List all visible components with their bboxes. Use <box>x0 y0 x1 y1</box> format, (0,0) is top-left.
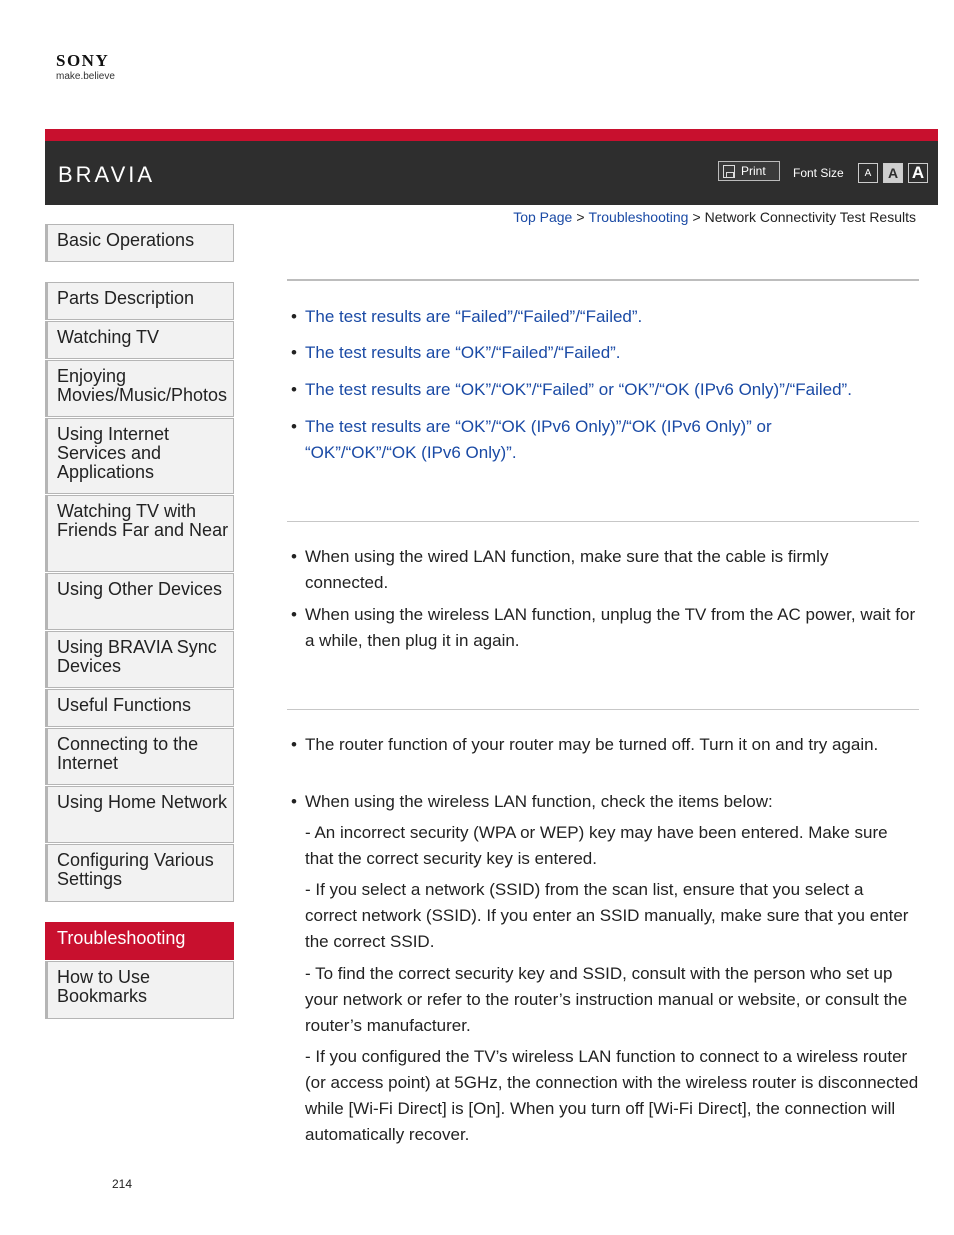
sidebar-item-home-network[interactable]: Using Home Network <box>45 786 234 843</box>
divider <box>287 521 919 522</box>
bullet-icon: • <box>291 605 297 624</box>
result-link-4[interactable]: The test results are “OK”/“OK (IPv6 Only)”/“OK (IPv6 Only)” or “OK”/“OK”/“OK (IPv6 Only)”. <box>305 417 772 462</box>
sony-tagline: make.believe <box>56 71 115 82</box>
sidebar-item-bookmarks[interactable]: How to Use Bookmarks <box>45 961 234 1019</box>
print-label: Print <box>741 164 766 178</box>
divider <box>287 279 919 281</box>
sidebar-item-troubleshooting[interactable]: Troubleshooting <box>45 922 234 960</box>
sony-wordmark: SONY <box>56 51 110 70</box>
sidebar-item-connecting-internet[interactable]: Connecting to the Internet <box>45 728 234 785</box>
printer-icon <box>723 165 735 178</box>
breadcrumb-top-page[interactable]: Top Page <box>513 209 573 225</box>
bullet-icon: • <box>291 792 297 811</box>
sidebar-item-watching-tv[interactable]: Watching TV <box>45 321 234 359</box>
sidebar-item-internet-services[interactable]: Using Internet Services and Applications <box>45 418 234 494</box>
bullet-icon: • <box>291 547 297 566</box>
font-size-small-button[interactable]: A <box>858 163 878 183</box>
breadcrumb <box>513 209 916 225</box>
check-item-security-key: - An incorrect security (WPA or WEP) key may have been entered. Make sure that the correct security key is entered. <box>305 823 888 868</box>
sidebar-item-useful-functions[interactable]: Useful Functions <box>45 689 234 727</box>
header-bar <box>45 129 938 205</box>
check-item-ssid: - If you select a network (SSID) from the scan list, ensure that you select a correct network (SSID). If you enter an SSID manually, make sure that you enter the correct SSID. <box>305 880 909 951</box>
breadcrumb-separator: > <box>576 209 585 225</box>
tip-wireless-lan-unplug: When using the wireless LAN function, unplug the TV from the AC power, wait for a while, then plug it in again. <box>305 605 916 650</box>
result-link-2[interactable]: The test results are “OK”/“Failed”/“Failed”. <box>305 343 621 362</box>
page-number: 214 <box>112 1177 133 1191</box>
sidebar-item-bravia-sync[interactable]: Using BRAVIA Sync Devices <box>45 631 234 688</box>
check-item-consult: - To find the correct security key and SSID, consult with the person who set up your network or refer to the router’s instruction manual or website, or consult the router’s manufacturer. <box>305 964 908 1035</box>
breadcrumb-current: Network Connectivity Test Results <box>704 209 916 225</box>
tip-router-function: The router function of your router may be turned off. Turn it on and try again. <box>305 735 879 754</box>
bullet-icon: • <box>291 307 297 326</box>
sidebar-item-watching-tv-friends[interactable]: Watching TV with Friends Far and Near <box>45 495 234 572</box>
sidebar-item-other-devices[interactable]: Using Other Devices <box>45 573 234 630</box>
bullet-icon: • <box>291 380 297 399</box>
sidebar-item-basic-operations[interactable]: Basic Operations <box>45 224 234 262</box>
tip-wireless-check: When using the wireless LAN function, check the items below: <box>305 792 773 811</box>
breadcrumb-troubleshooting[interactable]: Troubleshooting <box>588 209 689 225</box>
bullet-icon: • <box>291 343 297 362</box>
result-link-1[interactable]: The test results are “Failed”/“Failed”/“Failed”. <box>305 307 643 326</box>
tip-wired-lan: When using the wired LAN function, make sure that the cable is firmly connected. <box>305 547 829 592</box>
bravia-logo: BRAVIA <box>58 162 156 187</box>
bullet-icon: • <box>291 735 297 754</box>
sidebar-item-enjoying-media[interactable]: Enjoying Movies/Music/Photos <box>45 360 234 417</box>
result-link-3[interactable]: The test results are “OK”/“OK”/“Failed” or “OK”/“OK (IPv6 Only)”/“Failed”. <box>305 380 852 399</box>
divider <box>287 709 919 710</box>
check-item-wifi-direct: - If you configured the TV’s wireless LAN function to connect to a wireless router (or access point) at 5GHz, the connection with the wireless router is disconnected while [Wi-Fi Direct] is [On]. When you turn off [Wi-Fi Direct], the connection will automatically recover. <box>305 1047 919 1144</box>
print-button[interactable] <box>718 161 780 181</box>
bullet-icon: • <box>291 417 297 436</box>
sidebar-item-parts-description[interactable]: Parts Description <box>45 282 234 320</box>
sony-logo <box>56 52 115 82</box>
font-size-large-button[interactable]: A <box>908 163 928 183</box>
breadcrumb-separator: > <box>692 209 701 225</box>
font-size-label: Font Size <box>793 166 844 180</box>
sidebar-item-configuring-settings[interactable]: Configuring Various Settings <box>45 844 234 902</box>
font-size-medium-button[interactable]: A <box>883 163 903 183</box>
